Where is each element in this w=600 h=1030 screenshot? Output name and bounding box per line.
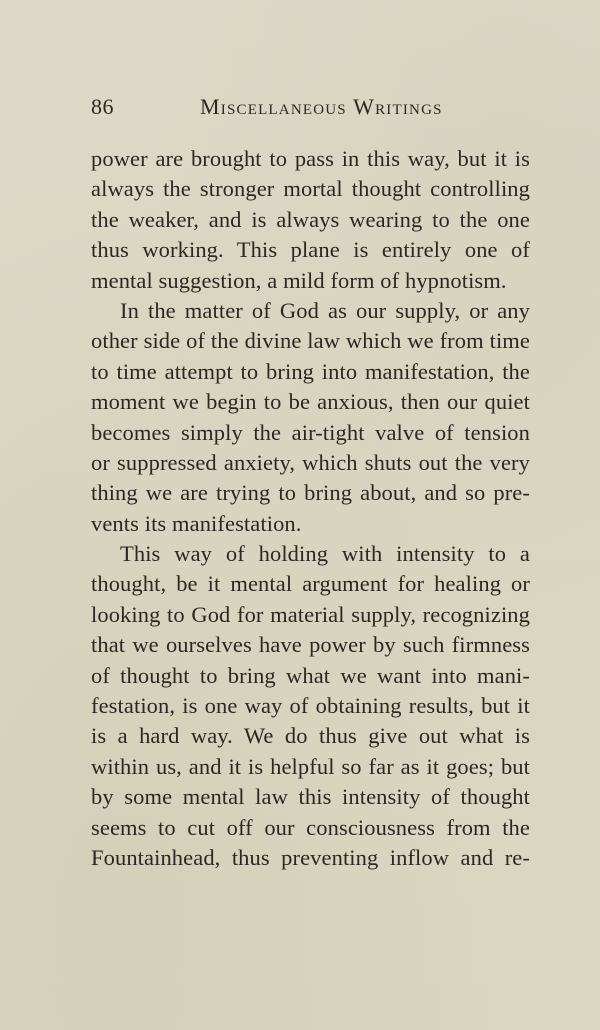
line-text: In the matter of God as our supply, or any: [120, 297, 530, 323]
line-text: power are brought to pass in this way, but it is: [91, 146, 530, 171]
paragraph: [91, 539, 530, 873]
text-line: [91, 569, 530, 599]
line-text: to time attempt to bring into manifestation, the: [91, 358, 530, 384]
text-line: [91, 418, 530, 448]
line-text: thus working. This plane is entirely one of: [91, 237, 530, 263]
line-text: thought, be it mental argument for healing or: [91, 571, 530, 597]
line-text: mental suggestion, a mild form of hypnotism.: [91, 267, 507, 293]
paragraph: [91, 296, 530, 539]
line-text: This way of holding with intensity to a: [120, 541, 530, 567]
text-line: [91, 326, 530, 356]
line-text: seems to cut off our consciousness from the: [91, 814, 530, 840]
text-line: [91, 266, 530, 296]
text-line: [91, 174, 530, 204]
line-text: that we ourselves have power by such firmness: [91, 632, 530, 658]
line-text: vents its manifestation.: [91, 510, 302, 536]
line-text: of thought to bring what we want into mani-: [91, 662, 530, 688]
line-text: Fountainhead, thus preventing inflow and re-: [91, 844, 530, 870]
line-text: by some mental law this intensity of thought: [91, 784, 530, 810]
line-text: the weaker, and is always wearing to the one: [91, 206, 530, 232]
line-text: becomes simply the air-tight valve of tension: [91, 419, 530, 445]
line-text: other side of the divine law which we from time: [91, 328, 530, 354]
text-line: [91, 235, 530, 265]
running-title: Miscellaneous Writings: [200, 94, 443, 119]
text-line: [91, 630, 530, 660]
text-line: [91, 539, 530, 569]
text-line: [91, 144, 530, 174]
text-line: [91, 357, 530, 387]
text-line: [91, 205, 530, 235]
text-line: [91, 752, 530, 782]
text-line: [91, 661, 530, 691]
text-line: [91, 600, 530, 630]
line-text: festation, is one way of obtaining results, but it: [91, 693, 530, 719]
page-number: 86: [91, 94, 114, 119]
line-text: always the stronger mortal thought controlling: [91, 176, 530, 202]
line-text: looking to God for material supply, recognizing: [91, 601, 530, 627]
text-line: [91, 813, 530, 843]
line-text: moment we begin to be anxious, then our quiet: [91, 389, 530, 415]
paragraph: [91, 144, 530, 296]
line-text: within us, and it is helpful so far as it goes; but: [91, 753, 530, 779]
text-line: [91, 691, 530, 721]
line-text: is a hard way. We do thus give out what is: [91, 723, 530, 749]
line-text: or suppressed anxiety, which shuts out the very: [91, 449, 530, 475]
text-line: [91, 296, 530, 326]
text-line: [91, 843, 530, 873]
line-text: thing we are trying to bring about, and so pre-: [91, 480, 530, 506]
text-line: [91, 721, 530, 751]
text-line: [91, 478, 530, 508]
text-line: [91, 509, 530, 539]
running-head: [91, 94, 530, 124]
text-line: [91, 387, 530, 417]
text-line: [91, 782, 530, 812]
body-text: [91, 144, 530, 873]
text-line: [91, 448, 530, 478]
